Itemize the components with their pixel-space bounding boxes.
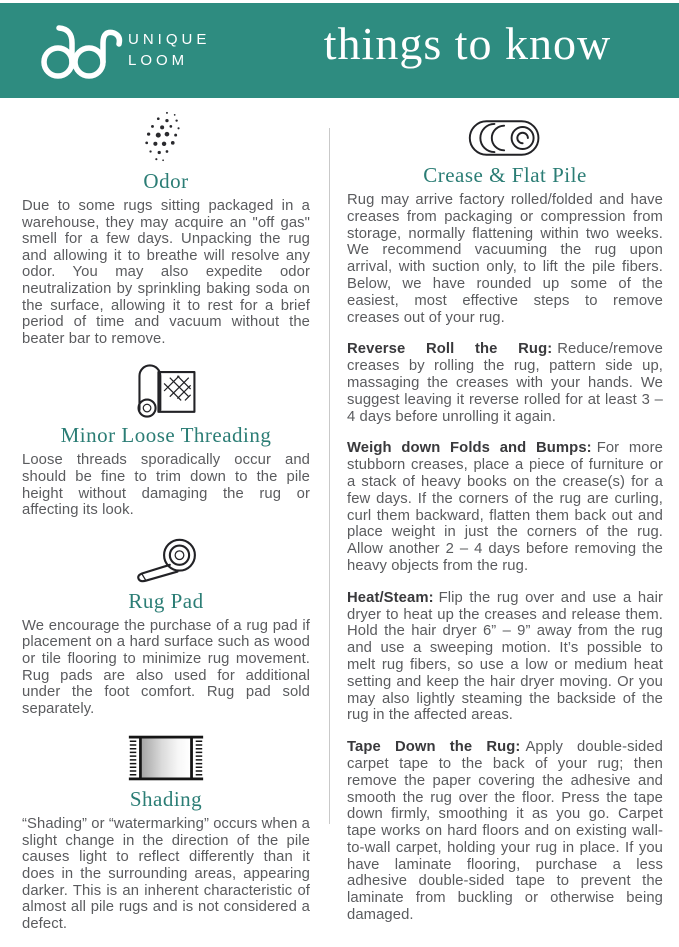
tip-label: Weigh down Folds and Bumps: [347,440,592,457]
section-crease-flat-pile [347,116,663,326]
tip-text: Apply double-sided carpet tape to the back of your rug; then remove the paper covering the adhesive and smooth the rug over the floor. Press the tape down firmly, smoothing it as you go. Carpet tape works on hard floors and on existing wall-to-wall carpet, holding your rug in place. If you have laminate flooring, purchase a less adhesive double-sided tape to prevent the laminate from buckling or otherwise being damaged. [347,739,663,924]
odor-dots-icon [22,110,310,166]
section-heading: Odor [143,169,189,193]
tip-label: Heat/Steam: [347,589,434,606]
section-body: Loose threads sporadically occur and should be fine to trim down to the pile height without damaging the rug or affecting its look. [22,452,310,519]
unique-loom-logo-icon [34,21,126,83]
right-column [347,116,663,924]
section-heading: Minor Loose Threading [60,423,272,448]
section-minor-loose-threading [22,362,310,518]
brand-name [128,29,210,71]
tip-label: Reverse Roll the Rug: [347,341,553,358]
page-header [0,3,679,98]
tip-heat-steam [347,590,663,724]
tip-label: Tape Down the Rug: [347,739,521,756]
shaded-rug-icon [22,732,310,784]
section-body: Due to some rugs sitting packaged in a warehouse, they may acquire an "off gas" smell for a few days. Unpacking the rug and allowing it to breathe will resolve any odor. You may also expedite odor neutralization by sprinkling baking soda on the surface, allowing it to rest for a brief period of time and vacuum without the beater bar to remove. [22,198,310,347]
left-column [22,110,310,947]
section-rug-pad [22,534,310,718]
section-intro: Rug may arrive factory rolled/folded and have creases from packaging or compression from storage, normally flattening within two weeks. We recommend vacuuming the rug upon arrival, with suction only, to lift the pile fibers. Below, we have rounded up some of the easiest, most effective steps to remove creases out of your rug. [347,192,663,326]
section-body: “Shading” or “watermarking” occurs when a slight change in the direction of the pile causes light to reflect differently than it does in the surrounding areas, appearing darker. This is an inherent characteristic of almost all pile rugs and is not considered a defect. [22,816,310,932]
section-heading: Rug Pad [128,588,204,613]
tip-text: Flip the rug over and use a hair dryer to heat up the creases and release them. Hold the hair dryer 6” – 9” away from the rug and use a sweeping motion. It’s possible to melt rug fibers, so use a low or medium heat setting and keep the hair dryer moving. Or you may also lightly steaming the backside of the rug in the affected areas. [347,589,663,724]
partially-unrolled-rug-icon [22,362,310,420]
section-heading: Shading [129,787,203,812]
section-heading: Crease & Flat Pile [423,163,587,187]
tip-weigh-down [347,440,663,574]
section-odor [22,110,310,347]
tip-tape-down [347,739,663,924]
rug-pad-roll-icon [22,534,310,586]
column-divider [329,128,330,824]
section-body: We encourage the purchase of a rug pad if placement on a hard surface such as wood or tile flooring to minimize rug movement. Rug pads are also used for additional under the foot comfort. Rug pad sold separately. [22,617,310,717]
tip-text: For more stubborn creases, place a piece of furniture or a stack of heavy books on the crease(s) for a few days. If the corners of the rug are curling, curl them backward, flatten them back out and place weight in just the corners of the rug. Allow another 2 – 4 days before removing the heavy objects from the rug. [347,440,663,574]
page-title: things to know [323,18,612,69]
tip-text: Reduce/remove creases by rolling the rug, pattern side up, massaging the creases with your hands. We suggest leaving it reverse rolled for at least 3 – 4 days before unrolling it again. [347,341,663,425]
tip-reverse-roll [347,341,663,425]
rolled-rug-spiral-icon [347,116,663,160]
section-shading [22,732,310,932]
brand-line2: LOOM [128,52,189,69]
brand-line1: UNIQUE [128,31,211,48]
